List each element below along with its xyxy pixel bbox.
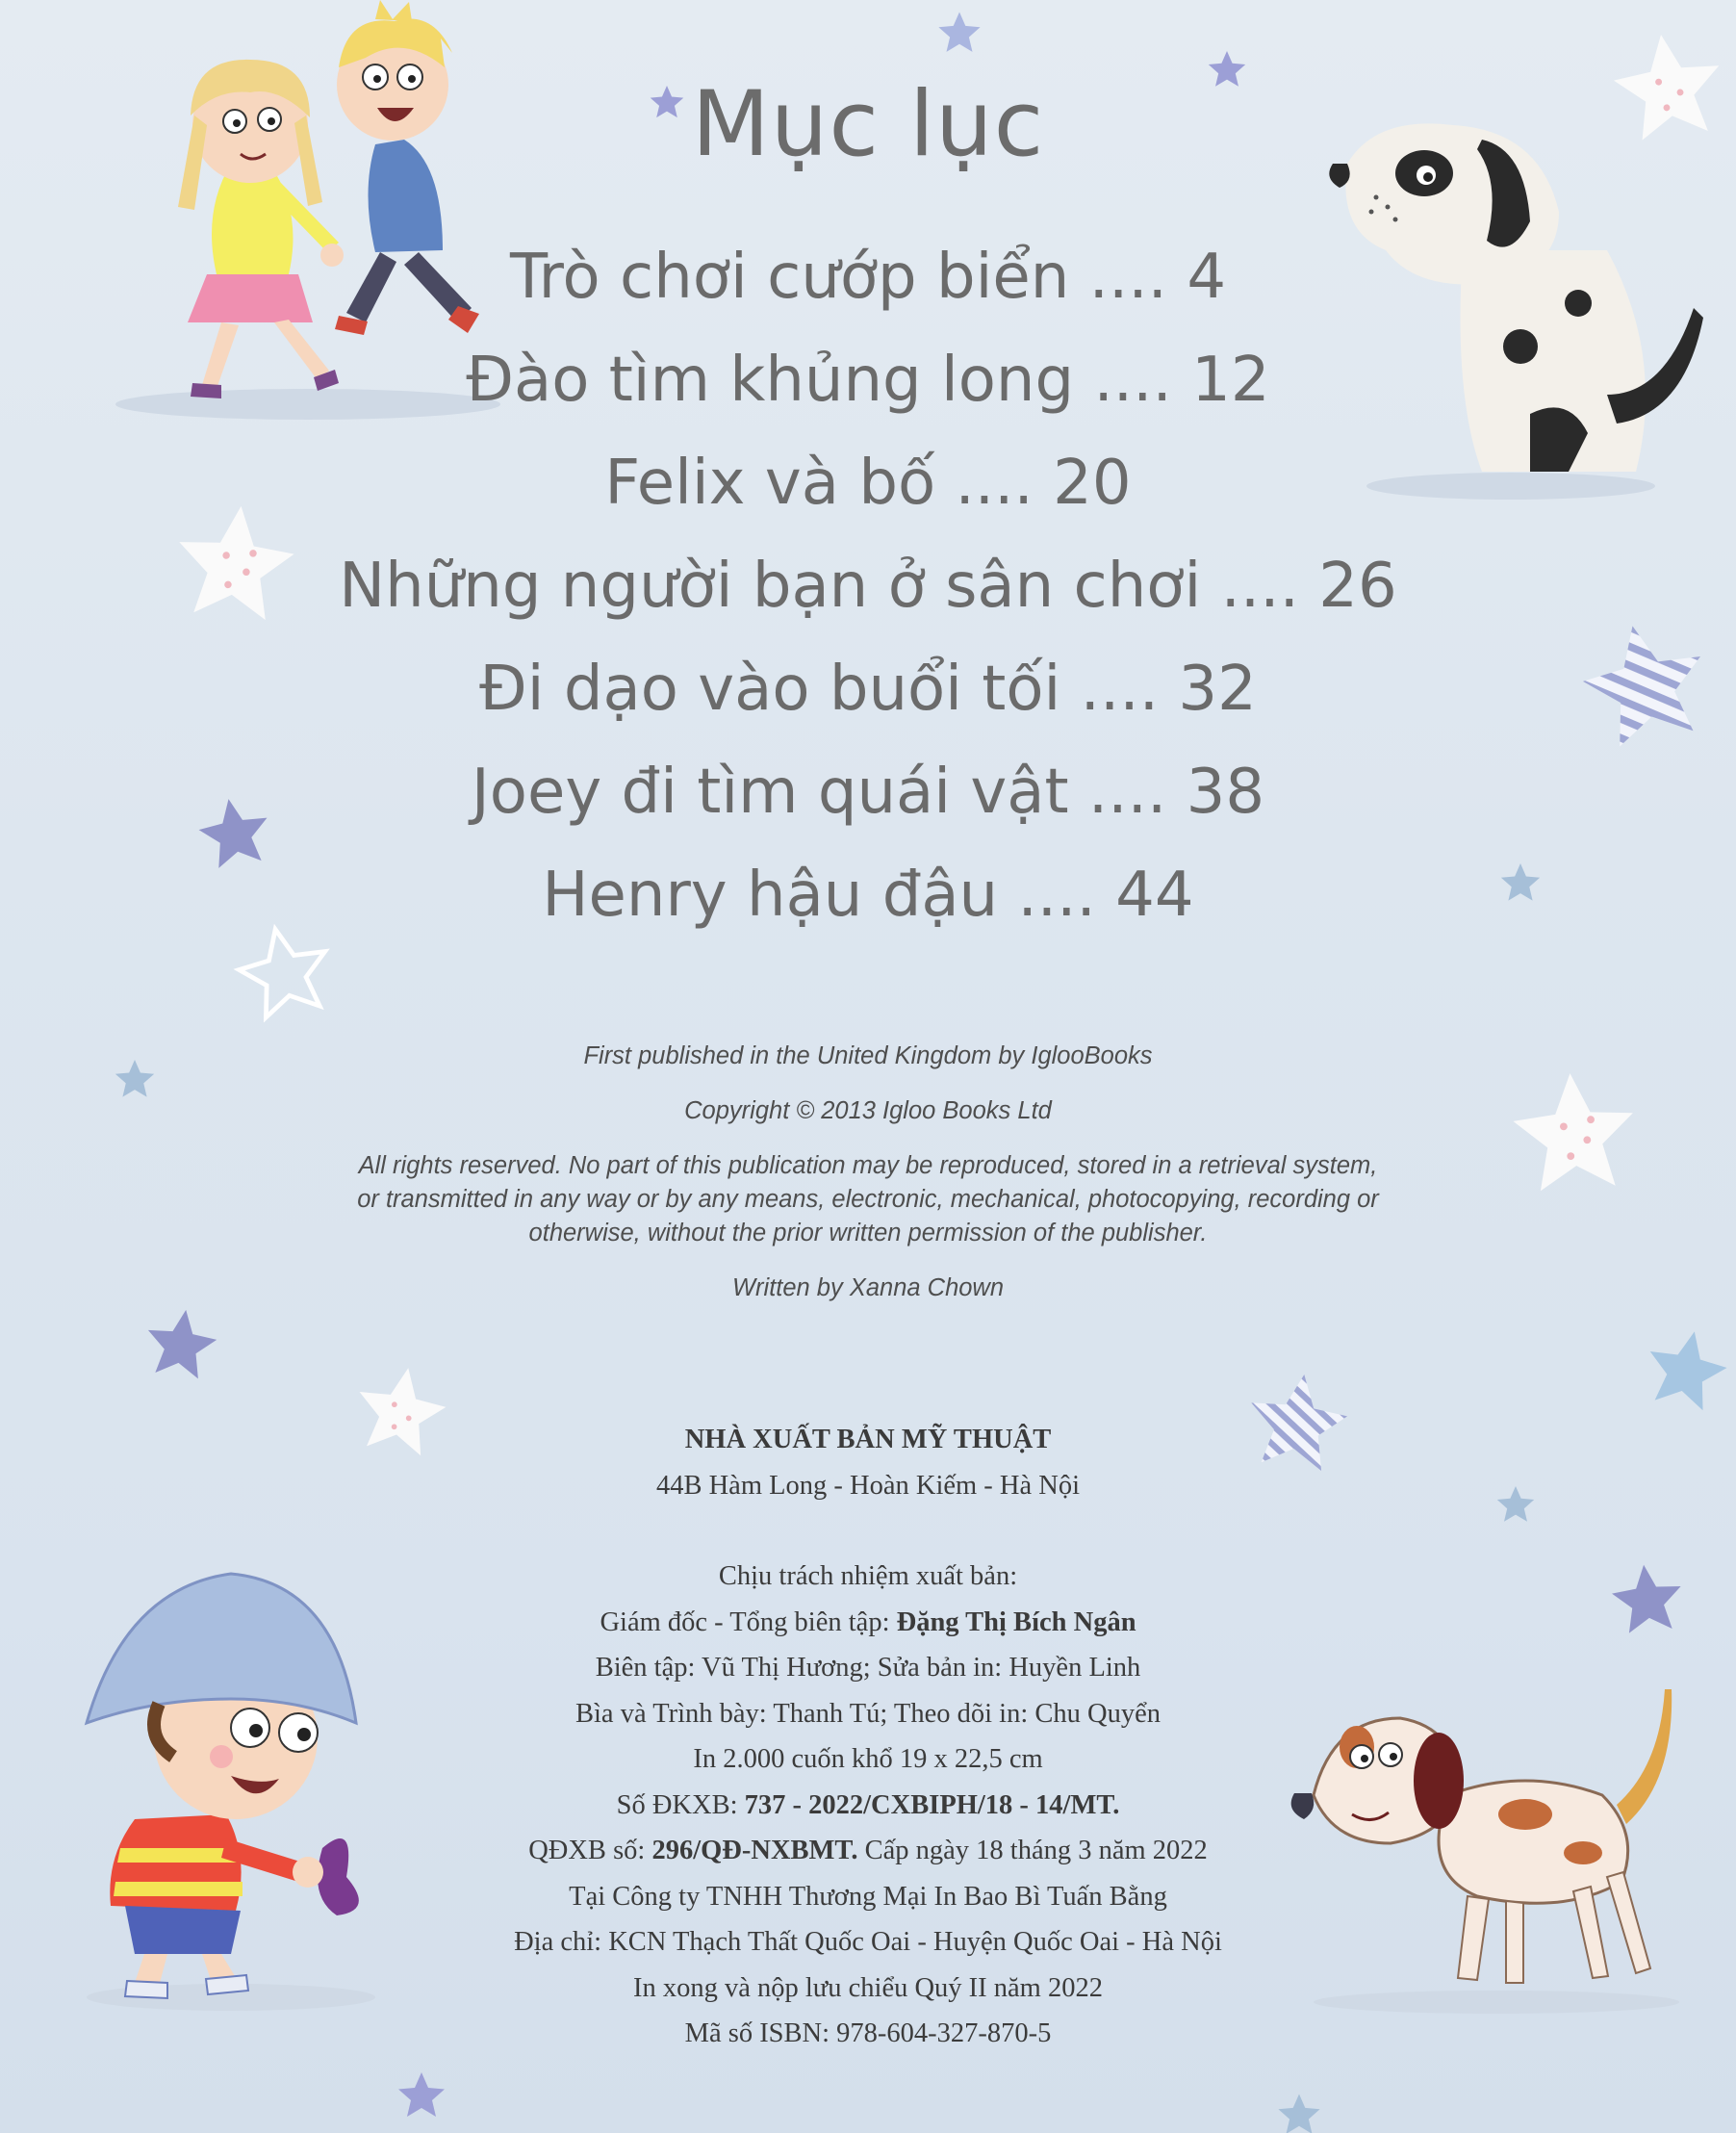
toc-entry: Đi dạo vào buổi tối .... 32 — [479, 654, 1257, 725]
toc-list — [0, 226, 1736, 947]
toc-entry: Joey đi tìm quái vật .... 38 — [471, 757, 1265, 828]
director-label: Giám đốc - Tổng biên tập: — [600, 1606, 897, 1637]
dkxb-label: Số ĐKXB: — [616, 1789, 745, 1820]
author-line: Written by Xanna Chown — [731, 1274, 1005, 1301]
star-icon — [938, 12, 980, 51]
toc-entry: Trò chơi cướp biển .... 4 — [509, 242, 1227, 313]
editors-line: Biên tập: Vũ Thị Hương; Sửa bản in: Huyền Linh — [595, 1653, 1141, 1683]
deposit-line: In xong và nộp lưu chiểu Quý II năm 2022 — [633, 1972, 1103, 2003]
dkxb-value: 737 - 2022/CXBIPH/18 - 14/MT. — [744, 1789, 1120, 1820]
star-icon — [1641, 1323, 1733, 1413]
first-published-line: First published in the United Kingdom by IglooBooks — [583, 1042, 1153, 1069]
copyright-line: Copyright © 2013 Igloo Books Ltd — [684, 1097, 1052, 1124]
printer-line: Tại Công ty TNHH Thương Mại In Bao Bì Tuấn Bằng — [569, 1881, 1167, 1912]
printer-address-line: Địa chỉ: KCN Thạch Thất Quốc Oai - Huyện Quốc Oai - Hà Nội — [514, 1927, 1222, 1957]
rights-notice — [0, 1149, 1736, 1250]
director-line — [0, 1600, 1736, 1646]
star-icon — [398, 2072, 445, 2117]
toc-entry: Felix và bố .... 20 — [604, 448, 1132, 519]
rights-line: or transmitted in any way or by any means, electronic, mechanical, photocopying, recording or — [357, 1186, 1379, 1213]
qdxb-label: QĐXB số: — [528, 1836, 652, 1865]
publisher-address: 44B Hàm Long - Hoàn Kiếm - Hà Nội — [655, 1470, 1081, 1501]
english-credits — [0, 1040, 1736, 1326]
responsible-heading: Chịu trách nhiệm xuất bản: — [718, 1561, 1018, 1591]
qdxb-line — [0, 1828, 1736, 1874]
toc-entry: Những người bạn ở sân chơi .... 26 — [339, 551, 1397, 622]
rights-line: All rights reserved. No part of this publication may be reproduced, stored in a retrieval system, — [358, 1152, 1378, 1179]
design-line: Bìa và Trình bày: Thanh Tú; Theo dõi in: Chu Quyển — [575, 1698, 1161, 1729]
rights-line: otherwise, without the prior written permission of the publisher. — [528, 1220, 1208, 1246]
dkxb-line — [0, 1783, 1736, 1829]
print-run-line: In 2.000 cuốn khổ 19 x 22,5 cm — [693, 1744, 1043, 1774]
toc-title: Mục lục — [691, 72, 1045, 177]
qdxb-value: 296/QĐ-NXBMT. — [651, 1836, 858, 1865]
toc-entry: Henry hậu đậu .... 44 — [542, 860, 1194, 931]
publisher-info — [0, 1417, 1736, 2057]
qdxb-date: Cấp ngày 18 tháng 3 năm 2022 — [857, 1836, 1208, 1865]
isbn-line: Mã số ISBN: 978-604-327-870-5 — [684, 2018, 1052, 2048]
publisher-name: NHÀ XUẤT BẢN MỸ THUẬT — [684, 1425, 1052, 1454]
director-name: Đặng Thị Bích Ngân — [896, 1606, 1136, 1637]
star-icon — [1278, 2094, 1319, 2133]
toc-entry: Đào tìm khủng long .... 12 — [466, 345, 1270, 416]
